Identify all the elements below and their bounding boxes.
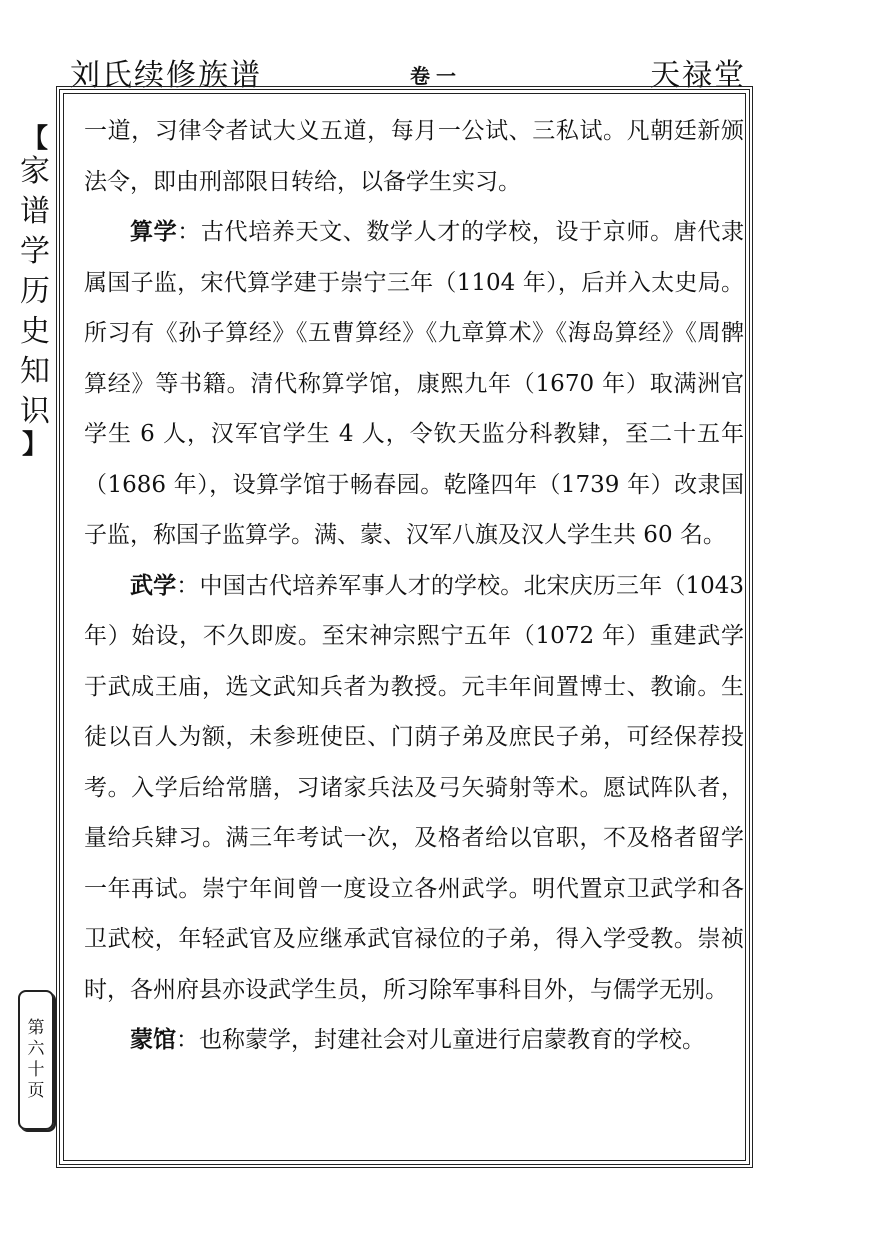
term-suanxue: 算学	[130, 218, 178, 245]
page-number-char: 六	[27, 1039, 45, 1059]
section-side-tab	[18, 126, 52, 458]
definition-wuxue: ：中国古代培养军事人才的学校。北宋庆历三年（1043 年）始设，不久即废。至宋神宗熙宁五年（1072 年）重建武学于武成王庙，选文武知兵者为教授。元丰年间置博士、教谕。生徒以百人为额，未参班使臣、门荫子弟及庶民子弟，可经保荐投考。入学后给常膳，习诸家兵法及弓矢骑射等术。愿试阵队者，量给兵肄习。满三年考试一次，及格者给以官职，不及格者留学一年再试。崇宁年间曾一度设立各州武学。明代置京卫武学和各卫武校，年轻武官及应继承武官禄位的子弟，得入学受教。崇祯时，各州府县亦设武学生员，所习除军事科目外，与儒学无别。	[84, 572, 744, 1003]
side-tab-bracket-open: 【	[21, 124, 48, 154]
side-tab-bracket-close: 】	[21, 430, 48, 460]
side-tab-char: 知	[20, 354, 50, 389]
page-number-text	[20, 1018, 52, 1102]
side-tab-char: 谱	[20, 194, 50, 229]
paragraph-continued: 一道，习律令者试大义五道，每月一公试、三私试。凡朝廷新颁法令，即由刑部限日转给，以备学生实习。	[84, 118, 744, 195]
page-header	[70, 50, 746, 93]
page-number-char: 十	[27, 1060, 45, 1080]
paragraph-suanxue	[84, 207, 744, 561]
page-number-tab	[18, 990, 54, 1130]
paragraph-wuxue	[84, 561, 744, 1016]
hall-name: 天禄堂	[650, 58, 746, 93]
side-tab-char: 史	[20, 314, 50, 349]
definition-mengguan: ：也称蒙学，封建社会对儿童进行启蒙教育的学校。	[176, 1027, 705, 1053]
side-tab-char: 学	[20, 234, 50, 269]
term-mengguan: 蒙馆	[130, 1026, 176, 1053]
page-number-char: 第	[27, 1018, 45, 1038]
definition-suanxue: ：古代培养天文、数学人才的学校，设于京师。唐代隶属国子监，宋代算学建于崇宁三年（1104 年），后并入太史局。所习有《孙子算经》《五曹算经》《九章算术》《海岛算经》《周髀算经》等书籍。清代称算学馆，康熙九年（1670 年）取满洲官学生 6 人，汉军官学生 4 人，令钦天监分科教肄，至二十五年（1686 年），设算学馆于畅春园。乾隆四年（1739 年）改隶国子监，称国子监算学。满、蒙、汉军八旗及汉人学生共 60 名。	[84, 219, 745, 548]
page-number-char: 页	[27, 1081, 45, 1101]
volume-label: 卷一	[410, 64, 462, 88]
genealogy-title: 刘氏续修族谱	[70, 58, 262, 93]
paragraph-mengguan	[84, 1015, 744, 1066]
side-tab-char: 历	[20, 274, 50, 309]
term-wuxue: 武学	[130, 571, 177, 599]
body-text	[84, 106, 744, 1066]
side-tab-char: 家	[20, 154, 50, 189]
side-tab-char: 识	[20, 394, 50, 429]
